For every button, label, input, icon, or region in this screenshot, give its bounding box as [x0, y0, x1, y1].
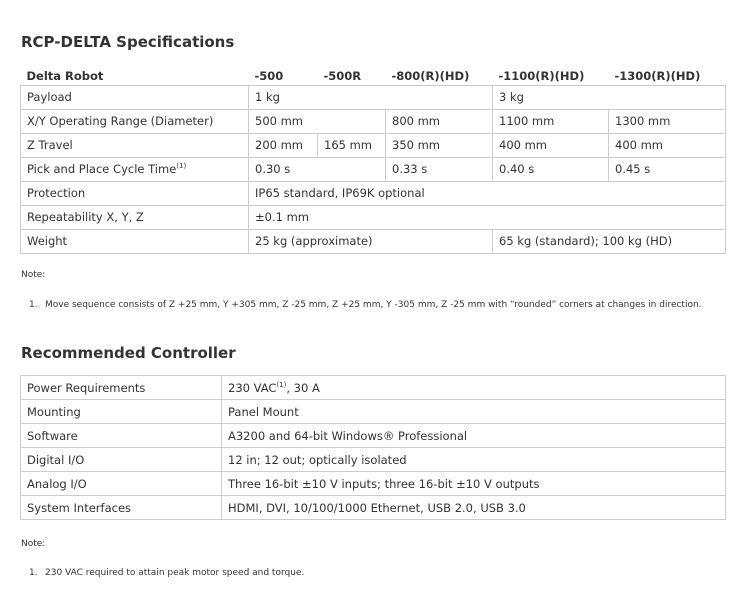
payload-large: 3 kg — [493, 85, 726, 109]
software-value: A3200 and 64-bit Windows® Professional — [222, 424, 726, 448]
table-row — [21, 157, 726, 181]
header-800: -800(R)(HD) — [391, 68, 470, 83]
note-number: 1. — [29, 300, 38, 310]
cycle-1100: 0.40 s — [493, 157, 609, 181]
power-value-suffix: , 30 A — [286, 380, 320, 395]
header-500r: -500R — [323, 68, 362, 83]
ztravel-label: Z Travel — [21, 133, 249, 157]
table-row — [21, 85, 726, 109]
ztravel-500r: 165 mm — [318, 133, 386, 157]
table-row — [21, 424, 726, 448]
power-label: Power Requirements — [21, 376, 222, 400]
protection-label: Protection — [21, 181, 249, 205]
table-row — [21, 181, 726, 205]
controller-table — [20, 375, 726, 520]
table-row — [21, 376, 726, 400]
digital-io-label: Digital I/O — [21, 448, 222, 472]
interfaces-value: HDMI, DVI, 10/100/1000 Ethernet, USB 2.0, USB 3.0 — [222, 496, 726, 520]
cycle-footnote-ref: (1) — [176, 162, 187, 171]
controller-title: Recommended Controller — [21, 344, 236, 362]
note-text: Move sequence consists of Z +25 mm, Y +305 mm, Z -25 mm, Z +25 mm, Y -305 mm, Z -25 mm with “rounded” corners at changes in direction. — [45, 300, 702, 310]
analog-io-value: Three 16-bit ±10 V inputs; three 16-bit ±10 V outputs — [222, 472, 726, 496]
spec-note-list — [29, 300, 702, 310]
weight-large: 65 kg (standard); 100 kg (HD) — [493, 229, 726, 253]
table-row — [21, 400, 726, 424]
cycle-1300: 0.45 s — [609, 157, 726, 181]
range-label: X/Y Operating Range (Diameter) — [21, 109, 249, 133]
range-1300: 1300 mm — [609, 109, 726, 133]
table-row — [21, 133, 726, 157]
power-footnote-ref: (1) — [276, 380, 287, 389]
cycle-800: 0.33 s — [386, 157, 493, 181]
mounting-label: Mounting — [21, 400, 222, 424]
payload-small: 1 kg — [249, 85, 493, 109]
repeatability-value: ±0.1 mm — [249, 205, 726, 229]
range-500: 500 mm — [249, 109, 386, 133]
list-item — [29, 568, 304, 578]
cycle-label-text: Pick and Place Cycle Time — [27, 162, 177, 176]
range-1100: 1100 mm — [493, 109, 609, 133]
table-row — [21, 496, 726, 520]
list-item — [29, 300, 702, 310]
power-value-text: 230 VAC — [228, 380, 277, 395]
spec-note-label: Note: — [21, 270, 46, 280]
repeatability-label: Repeatability X, Y, Z — [21, 205, 249, 229]
table-row — [21, 448, 726, 472]
table-row — [21, 472, 726, 496]
spec-header-row — [21, 62, 726, 85]
controller-note-list — [29, 568, 304, 578]
header-delta-robot: Delta Robot — [26, 68, 104, 83]
ztravel-500: 200 mm — [249, 133, 318, 157]
controller-note-label: Note: — [21, 539, 46, 549]
note-text: 230 VAC required to attain peak motor speed and torque. — [45, 568, 305, 578]
interfaces-label: System Interfaces — [21, 496, 222, 520]
payload-label: Payload — [21, 85, 249, 109]
software-label: Software — [21, 424, 222, 448]
analog-io-label: Analog I/O — [21, 472, 222, 496]
range-800: 800 mm — [386, 109, 493, 133]
spec-table — [20, 62, 726, 254]
weight-label: Weight — [21, 229, 249, 253]
digital-io-value: 12 in; 12 out; optically isolated — [222, 448, 726, 472]
header-500: -500 — [254, 68, 284, 83]
header-1300: -1300(R)(HD) — [614, 68, 701, 83]
weight-small: 25 kg (approximate) — [249, 229, 493, 253]
power-value — [222, 376, 726, 400]
cycle-label — [21, 157, 249, 181]
mounting-value: Panel Mount — [222, 400, 726, 424]
cycle-500: 0.30 s — [249, 157, 386, 181]
ztravel-1300: 400 mm — [609, 133, 726, 157]
table-row — [21, 229, 726, 253]
table-row — [21, 109, 726, 133]
spec-title: RCP-DELTA Specifications — [21, 33, 235, 51]
header-1100: -1100(R)(HD) — [498, 68, 585, 83]
protection-value: IP65 standard, IP69K optional — [249, 181, 726, 205]
note-number: 1. — [29, 568, 38, 578]
ztravel-1100: 400 mm — [493, 133, 609, 157]
ztravel-800: 350 mm — [386, 133, 493, 157]
table-row — [21, 205, 726, 229]
